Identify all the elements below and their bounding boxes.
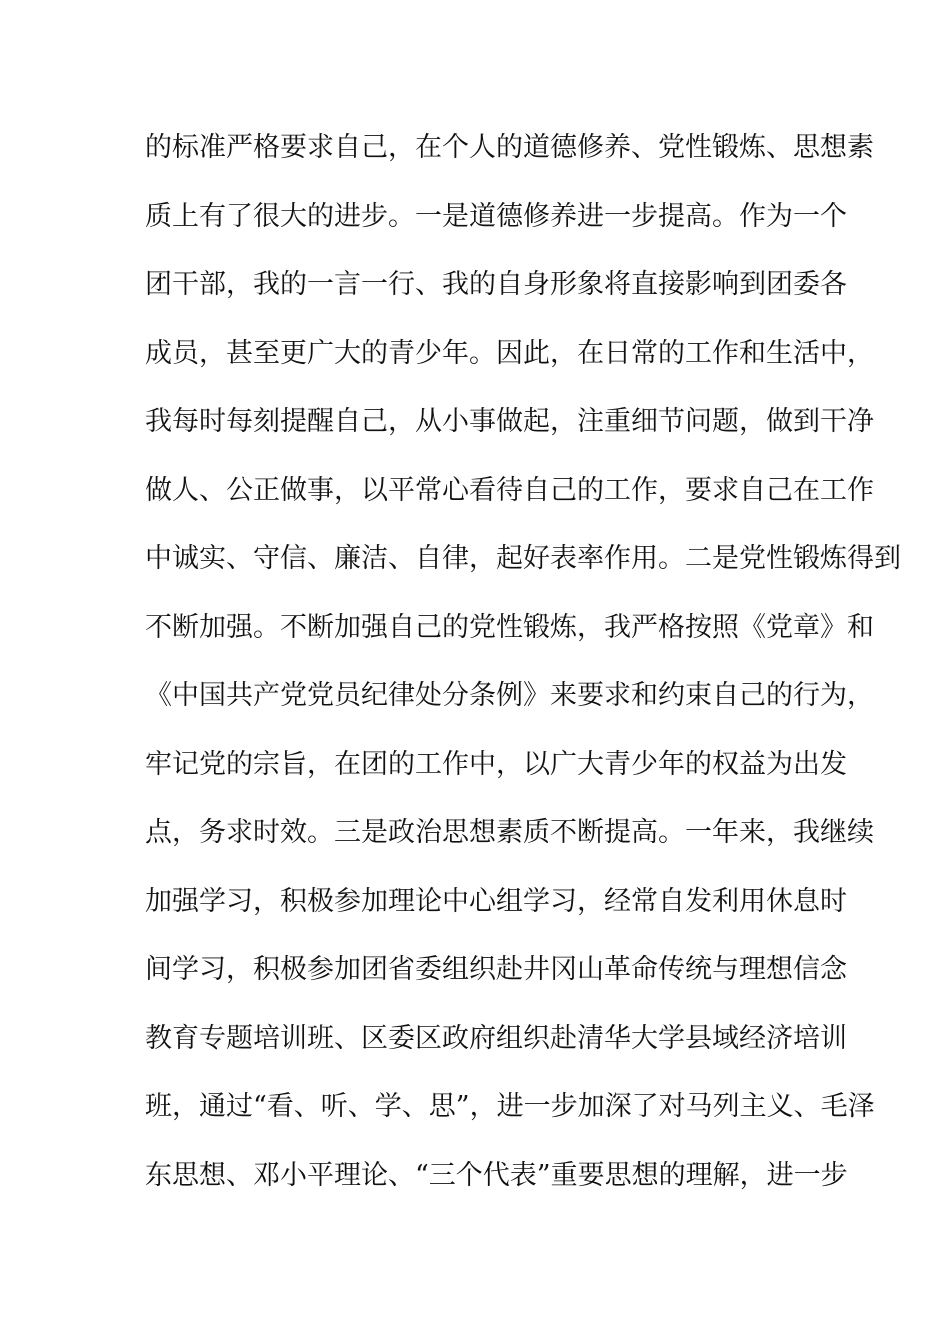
text-line: 做人、公正做事，以平常心看待自己的工作，要求自己在工作 [145, 474, 874, 506]
text-line: 《中国共产党党员纪律处分条例》来要求和约束自己的行为， [145, 680, 874, 711]
text-line: 质上有了很大的进步。一是道德修养进一步提高。作为一个 [145, 200, 847, 232]
text-line: 间学习，积极参加团省委组织赴井冈山革命传统与理想信念 [145, 954, 847, 985]
text-line: 中诚实、守信、廉洁、自律，起好表率作用。二是党性锻炼得到 [145, 543, 901, 574]
body-text [145, 126, 901, 1222]
text-line: 加强学习，积极参加理论中心组学习，经常自发利用休息时 [145, 885, 847, 917]
text-line: 我每时每刻提醒自己，从小事做起，注重细节问题，做到干净 [145, 406, 874, 437]
text-line: 班，通过“看、听、学、思”，进一步加深了对马列主义、毛泽 [145, 1091, 875, 1122]
text-line: 东思想、邓小平理论、“三个代表”重要思想的理解，进一步 [145, 1159, 848, 1191]
text-line: 教育专题培训班、区委区政府组织赴清华大学县域经济培训 [145, 1022, 847, 1054]
text-line: 成员，甚至更广大的青少年。因此，在日常的工作和生活中， [145, 337, 874, 369]
text-line: 团干部，我的一言一行、我的自身形象将直接影响到团委各 [145, 269, 847, 300]
text-line: 不断加强。不断加强自己的党性锻炼，我严格按照《党章》和 [145, 611, 874, 643]
text-line: 点，务求时效。三是政治思想素质不断提高。一年来，我继续 [145, 817, 874, 848]
text-line: 的标准严格要求自己，在个人的道德修养、党性锻炼、思想素 [145, 132, 874, 163]
text-line: 牢记党的宗旨，在团的工作中，以广大青少年的权益为出发 [145, 748, 847, 780]
